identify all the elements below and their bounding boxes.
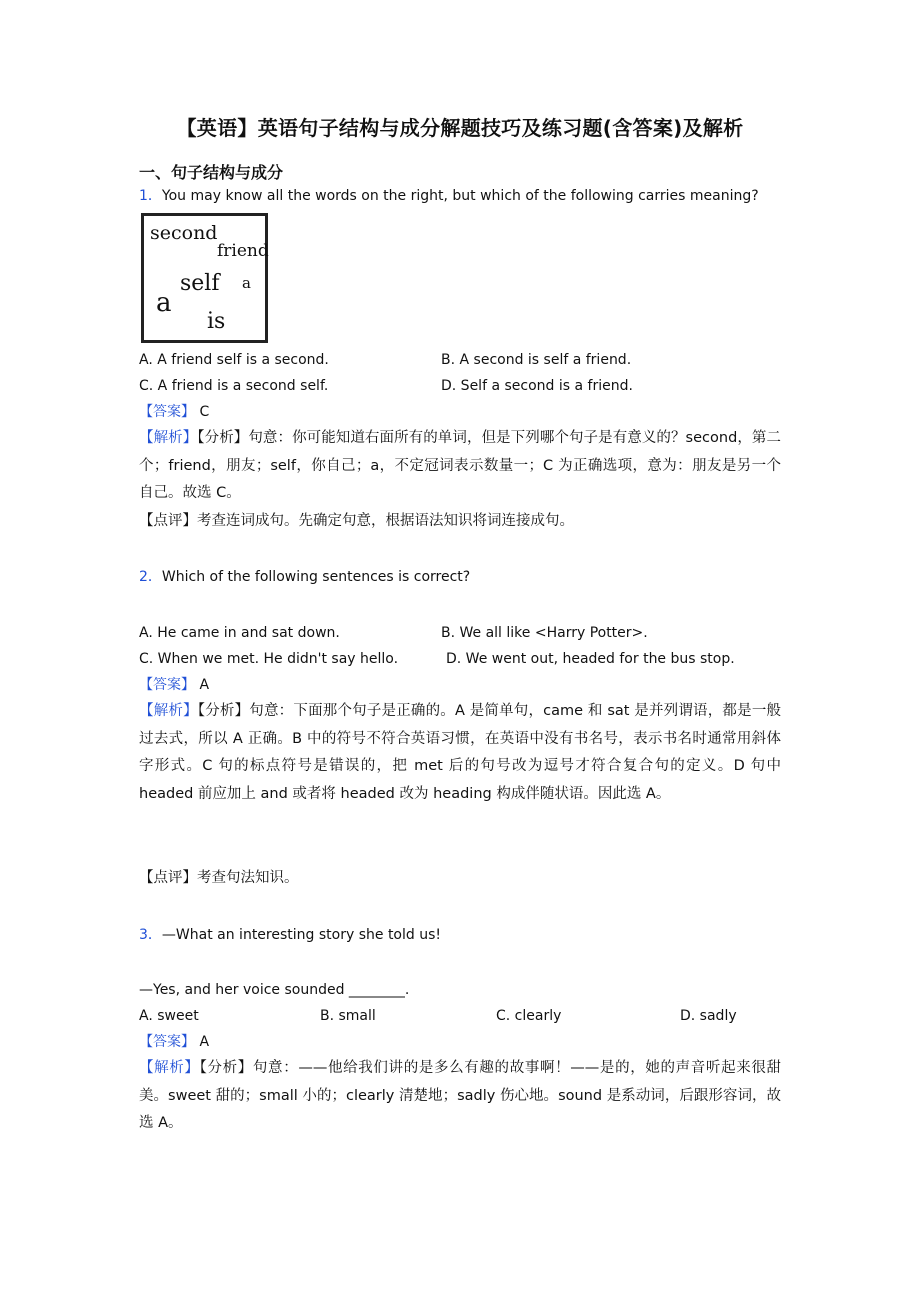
comment-tag: 【点评】 xyxy=(139,513,197,529)
question-2 xyxy=(139,567,470,587)
option-c: C. A friend is a second self. xyxy=(139,378,329,394)
answer-line xyxy=(139,675,209,695)
analysis-text: 【分析】句意：你可能知道右面所有的单词，但是下列哪个句子是有意义的？second，第二个；friend，朋友；self，你自己；a，不定冠词表示数量一；C 为正确选项，意为：朋友是另一个自己。故选 C。 xyxy=(139,430,781,501)
analysis-tag: 【解析】 xyxy=(139,1060,200,1076)
comment-tag: 【点评】 xyxy=(139,870,197,886)
question-number: 2． xyxy=(139,569,162,585)
question-text: Which of the following sentences is correct? xyxy=(161,569,471,585)
answer-value: C xyxy=(199,404,210,420)
question-text: —What an interesting story she told us! xyxy=(161,927,441,943)
answer-tag: 【答案】 xyxy=(139,404,195,420)
figure-word: a xyxy=(242,274,251,292)
word-box-figure xyxy=(141,213,268,343)
analysis-tag: 【解析】 xyxy=(139,430,198,446)
question-number: 1． xyxy=(139,188,162,204)
question-3-reply: —Yes, and her voice sounded ________. xyxy=(139,982,410,998)
option-a: A. He came in and sat down. xyxy=(139,625,340,641)
option-c: C. When we met. He didn't say hello. xyxy=(139,651,399,667)
section-title: 一、句子结构与成分 xyxy=(139,163,284,182)
comment-text: 考查连词成句。先确定句意，根据语法知识将词连接成句。 xyxy=(197,513,574,529)
analysis-paragraph xyxy=(139,425,781,508)
figure-word: second xyxy=(150,222,218,244)
comment-text: 考查句法知识。 xyxy=(197,870,299,886)
option-d: D. sadly xyxy=(680,1008,737,1024)
answer-value: A xyxy=(199,677,210,693)
figure-word: is xyxy=(207,309,226,334)
figure-word: self xyxy=(180,271,220,296)
comment-paragraph xyxy=(139,865,781,893)
answer-tag: 【答案】 xyxy=(139,677,195,693)
option-a: A. A friend self is a second. xyxy=(139,352,329,368)
option-d: D. We went out, headed for the bus stop. xyxy=(446,651,735,667)
analysis-text: 【分析】句意：下面那个句子是正确的。A 是简单句，came 和 sat 是并列谓语，都是一般过去式，所以 A 正确。B 中的符号不符合英语习惯，在英语中没有书名号，表示书名时通常用斜体字形式。C 句的标点符号是错误的，把 met 后的句号改为逗号才符合复合句的定义。D 句中 headed 前应加上 and 或者将 headed 改为 heading 构成伴随状语。因此选 A。 xyxy=(139,703,782,802)
figure-word: friend xyxy=(217,241,269,261)
answer-tag: 【答案】 xyxy=(139,1034,195,1050)
option-d: D. Self a second is a friend. xyxy=(441,378,633,394)
page-title: 【英语】英语句子结构与成分解题技巧及练习题(含答案)及解析 xyxy=(176,116,744,140)
figure-word: a xyxy=(156,288,172,318)
option-c: C. clearly xyxy=(496,1008,562,1024)
question-3 xyxy=(139,925,441,945)
question-number: 3． xyxy=(139,927,162,943)
option-b: B. A second is self a friend. xyxy=(441,352,632,368)
option-a: A. sweet xyxy=(139,1008,199,1024)
question-text: You may know all the words on the right, but which of the following carries meaning? xyxy=(161,188,759,204)
analysis-tag: 【解析】 xyxy=(139,703,198,719)
analysis-paragraph xyxy=(139,698,781,808)
answer-line xyxy=(139,402,209,422)
question-1 xyxy=(139,186,759,206)
comment-paragraph xyxy=(139,508,781,536)
answer-value: A xyxy=(199,1034,210,1050)
analysis-paragraph xyxy=(139,1055,781,1138)
analysis-text: 【分析】句意：——他给我们讲的是多么有趣的故事啊！——是的，她的声音听起来很甜美。sweet 甜的；small 小的；clearly 清楚地；sadly 伤心地。sound 是系动词，后跟形容词，故选 A。 xyxy=(139,1060,781,1131)
option-b: B. small xyxy=(320,1008,376,1024)
option-b: B. We all like <Harry Potter>. xyxy=(441,625,648,641)
answer-line xyxy=(139,1032,209,1052)
